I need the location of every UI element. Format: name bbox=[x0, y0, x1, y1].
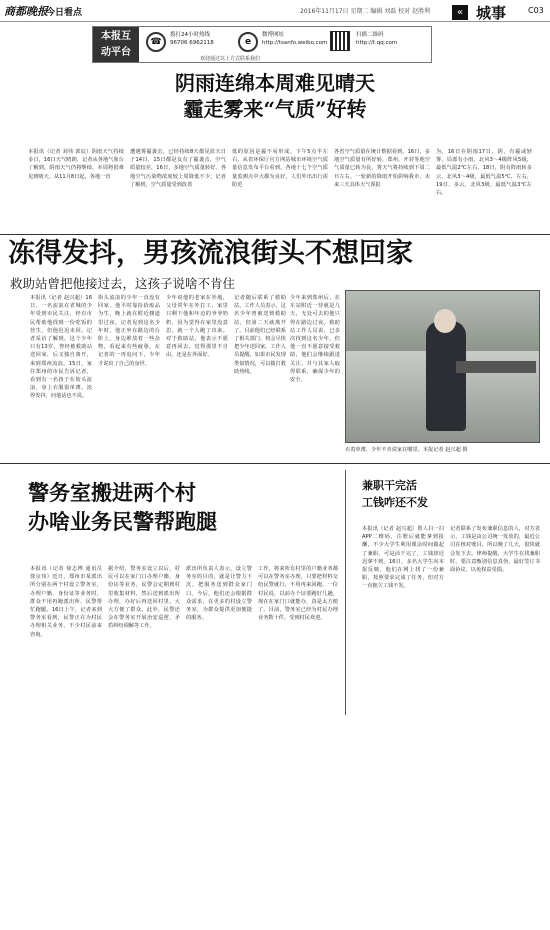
e-letter-icon: e bbox=[238, 32, 258, 52]
ad-item-line2: http://tsanfo.weibo.com bbox=[262, 40, 328, 46]
story2-photo bbox=[345, 290, 540, 443]
story2-photo-caption: 衣着单薄，少年不肯说家在哪里。本报记者 赵兴超 摄 bbox=[345, 447, 468, 453]
photo-bench bbox=[456, 361, 536, 373]
ad-item-weibo bbox=[262, 31, 327, 47]
story1-column-2: 遭遇雾霾袭击，已经持续8天都见蓝天日子14日，15日都是友有了霾袭击，空气质量较差，16日，多地空气质量转好。各地空气污染物浓度较上周降低不少，记者了解到，空气质量受到改善 bbox=[130, 149, 226, 188]
ad-item-line1: 拨打24小时热线 bbox=[170, 32, 210, 38]
story2-headline: 冻得发抖，男孩流浪街头不想回家 bbox=[8, 238, 413, 269]
story2-column-2: 街头流浪的少年一直没有回家，他平时靠捡拾废品为生，晚上就在附近楼道里过夜。记者见到这名少年时，他正坐在路边的台阶上，身边堆放着一些杂物，看起来有些疲惫。在记者的一再追问下，少年才说出了自己的身世。 bbox=[98, 295, 160, 367]
story1-headline-line1: 阴雨连绵本周难见晴天 bbox=[175, 71, 375, 95]
story3-headline-line2: 办啥业务民警帮跑腿 bbox=[28, 509, 217, 534]
story2-subhead: 救助站曾把他接过去，这孩子说啥不肯住 bbox=[10, 276, 236, 291]
story1-column-3: 低的原因是霾不易形成。下午5点半左右，从省环保厅官方网站城市环境空气质量信息发布平台看到，各地十七个空气质量监测点中大都为良好，人们外出出行需防范 bbox=[232, 149, 328, 188]
story4-column-1: 本报讯（记者 赵兴超）帮人扫一扫APP二维码，注册后就能拿到报酬，不少大学生利用课余时间做起了兼职。可是活干完了，工钱却迟迟拿不到。16日，多名大学生向本报反映，他们在网上找了一份兼职，按照要求完成了任务，但对方一直拖欠工钱不发。 bbox=[362, 526, 444, 590]
page-number: C03 bbox=[528, 6, 544, 15]
story1-column-5: 为，16日在阴雨17日，阴，有霾或轻雾，局部有小雨，北风3～4级阵风5级，最低气温2℃左右，18日，阴有阵雨转多云，北风3～4级，最低气温5℃，左右，19日，多云，北风3级，最低气温3℃左右。 bbox=[436, 149, 532, 197]
story3-column-1: 本报讯（记者 徐志博 通讯员 徐京伟）近日，郑州市某派出所分别在两个村设立警务室，办理户籍、身份证等业务时，群众不用再跑派出所，民警帮忙跑腿。16日上午，记者来到警务室看到，民警正在为村民办理相关业务，不少村民前来咨询。 bbox=[30, 566, 102, 638]
divider bbox=[0, 463, 550, 464]
photo-figure-head bbox=[434, 309, 456, 333]
story3-column-3: 派出所负责人表示，设立警务室的目的，就是让警力下沉，把服务送到群众家门口。今后，他们还会根据群众需求，在更多的村设立警务室，为群众提供更加便捷的服务。 bbox=[186, 566, 252, 622]
phone-icon: ☎ bbox=[146, 32, 166, 52]
story3-headline bbox=[28, 478, 338, 536]
qr-icon bbox=[330, 31, 350, 51]
story4-headline bbox=[362, 477, 428, 511]
speech-bubble-icon: « bbox=[452, 5, 468, 20]
story4-column-2: 记者联系了发布兼职信息的人，对方表示，工钱是由公司统一发放的，最近公司在核对账目，所以晚了几天，很快就会发下去。律师提醒，大学生在找兼职时，要注意甄别信息真伪，最好签订书面协议，以免权益受损。 bbox=[450, 526, 540, 574]
story1-column-4: 各省空气质量在统计数据看到，16日，多地空气质量有所好转，郑州、开封等地空气质量已转为良，雾天气将持续到下周二日左右。一轮新的降雨开始影响我市。未来三天具体天气预报 bbox=[334, 149, 430, 188]
ad-item-line2: 96706 6962118 bbox=[170, 40, 214, 46]
ad-item-line1: 扫描二维码 bbox=[356, 32, 384, 38]
story3-headline-line1: 警务室搬进两个村 bbox=[28, 480, 196, 505]
today-label: 今日看点 bbox=[46, 8, 83, 18]
story3-column-4: 工作，将来所有村里的户籍业务都可以在警务室办理，只要把材料交给民警就行，不用再来回跑。一位村民说，以前办个证要跑好几趟，现在在家门口就能办，真是太方便了。目前，警务室已经为村民办理业务数十件，受到村民欢迎。 bbox=[258, 566, 338, 622]
section-name: 城事 bbox=[476, 4, 507, 22]
column-divider bbox=[345, 470, 346, 715]
ad-item-qr bbox=[356, 31, 397, 47]
story3-column-2: 据介绍，警务室设立以后，村民可以在家门口办理户籍、身份证等业务，民警会定期到村里收集材料，然后送到派出所办理，办好后再送回村里，大大方便了群众。此外，民警还会在警务室开展治安巡逻、矛盾纠纷调解等工作。 bbox=[108, 566, 180, 630]
ad-title-line2: 动平台 bbox=[101, 47, 131, 58]
photo-figure bbox=[426, 321, 466, 431]
dateline: 2016年11月17日 星期二 编辑 刘磊 校对 赵胜利 bbox=[300, 8, 431, 15]
story1-column-1: 本报讯（记者 刘伟 郭辰）阴雨天气持续多日，16日天气晴朗，记者从各地气象台了解到，阴雨天气仍将继续，本周将很难见到晴天。从11月8日起，各地一直 bbox=[28, 149, 124, 180]
story2-column-1: 本报讯（记者 赵兴超）16日，一名流浪在省城的少年受到市民关注，经有市民帮助他找到一份吃饭的营生，但他迟迟未回。记者采访了解到，这个少年只有13岁，曾经被救助站送回家，后又独自离开，来到郑州流浪。15日，家住郑州的市民告诉记者，看到有一名孩子在街头流浪，身上衣服很单薄，冻得发抖，问他话也不说。 bbox=[30, 295, 92, 400]
divider bbox=[0, 234, 550, 235]
story2-column-4: 记者随后联系了救助站，工作人员表示，这名少年曾被送到救助站，但第二天就离开了。目前他们已经联系了相关部门，将会尽快把少年送回家。工作人员提醒，如果市民发现类似情况，可以拨打救助热线。 bbox=[234, 295, 286, 375]
ad-title bbox=[93, 27, 139, 62]
ad-item-hotline bbox=[170, 31, 214, 47]
story1-headline bbox=[0, 70, 550, 122]
story4-headline-line2: 工钱咋还不发 bbox=[362, 496, 428, 509]
story4-headline-line1: 兼职干完活 bbox=[362, 479, 417, 492]
ad-item-line2: http://t.qq.com bbox=[356, 40, 398, 46]
ad-title-line1: 本报互 bbox=[101, 31, 131, 42]
story1-headline-line2: 霾走雾来“气质”好转 bbox=[183, 97, 367, 121]
ad-item-line1: 微博网址 bbox=[262, 32, 285, 38]
story2-column-3: 少年说他的老家在外地，父母常年在外打工，家里只剩下他和年迈的爷爷奶奶，因为觉得在家里没意思，就一个人跑了出来。对于救助站，他表示不愿意再回去，觉得那里不自由，还是在外面好。 bbox=[166, 295, 228, 359]
newspaper-logo: 商都晚报 bbox=[4, 5, 48, 18]
ad-footer: 欢迎通过以上方式联系我们 bbox=[200, 56, 261, 62]
story2-column-5: 少年来到郑州后，在车站附近一待就是几天，无处可去的他只得在路边过夜。救助站工作人员说，已多次找到这名少年，但他一直不愿意接受救助，他们会继续跟进关注，并与其家人取得联系，确保少年的安全。 bbox=[290, 295, 340, 384]
